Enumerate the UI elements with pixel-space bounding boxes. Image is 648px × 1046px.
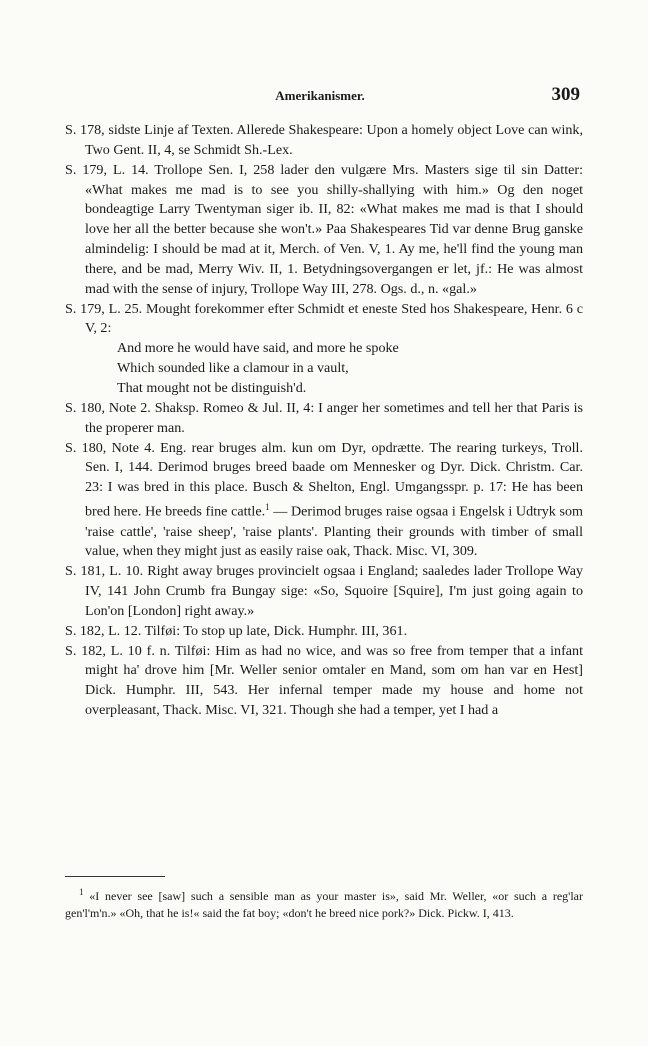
entry-s179-l14: S. 179, L. 14. Trollope Sen. I, 258 lader den vulgære Mrs. Masters sige til sin Datter: «What makes me mad is to see you shilly-shallying with him.» Og den noget bondeagtige Larry Twentyman siger ib. II, 82: «What makes me mad is that I should love her all the better because she won't.» Paa Shakespeares Tid var denne Brug ganske almindelig: I should be mad at it, Merch. of Ven. V, 1. Ay me, he'll find the young man there, and be mad, Merry Wiv. II, 1. Betydningsovergangen er let, jf.: He was almost mad with the sense of injury, Trollope Way III, 278. Ogs. d., n. «gal.»	[65, 161, 583, 297]
footnote-marker: 1	[79, 887, 84, 897]
running-title: Amerikanismer.	[275, 88, 365, 103]
entry-s182-l12: S. 182, L. 12. Tilføi: To stop up late, Dick. Humphr. III, 361.	[65, 622, 408, 639]
entry-s180-note2: S. 180, Note 2. Shaksp. Romeo & Jul. II, 4: I anger her sometimes and tell her that Paris is the properer man.	[65, 399, 583, 436]
footnote-divider	[65, 876, 165, 877]
footnote-ref: 1	[265, 502, 270, 513]
footnote	[65, 884, 583, 922]
entry-s179-l25: S. 179, L. 25. Mought forekommer efter Schmidt et eneste Sted hos Shakespeare, Henr. 6 c V, 2:	[65, 300, 583, 337]
entry-s180-note4	[65, 439, 583, 563]
page-number: 309	[551, 84, 580, 105]
footnote-text: «I never see [saw] such a sensible man as your master is», said Mr. Weller, «or such a reg'lar gen'l'm'n.» «Oh, that he is!« said the fat boy; «don't he breed nice pork?» Dick. Pickw. I, 413.	[65, 889, 583, 920]
entry-s182-l10fn: S. 182, L. 10 f. n. Tilføi: Him as had no wice, and was so free from temper that a infant might ha' drove him [Mr. Weller senior omtaler en Mand, som om han var en Hest] Dick. Humphr. III, 543. Her infernal temper made my house and home not overpleasant, Thack. Misc. VI, 321. Though she had a temper, yet I had a	[65, 642, 583, 719]
entry-s180-note4-cont: — Derimod bruges raise ogsaa i Engelsk i Udtryk som 'raise cattle', 'raise sheep', 'raise plants'. Planting their grounds with timber of small value, when they might just as easily raise oak, Thack. Misc. VI, 309.	[85, 503, 583, 560]
verse-line: And more he would have said, and more he spoke	[117, 340, 399, 357]
entry-s180-note4-text: S. 180, Note 4. Eng. rear bruges alm. kun om Dyr, opdrætte. The rearing turkeys, Troll. Sen. I, 144. Derimod bruges breed baade om Mennesker og Dyr. Dick. Christm. Car. 23: I was bred in this place. Busch & Shelton, Engl. Umgangsspr. p. 17: He has been bred here. He breeds fine cattle.	[65, 439, 583, 520]
verse-line: Which sounded like a clamour in a vault,	[117, 360, 349, 377]
verse-line: That mought not be distinguish'd.	[117, 379, 307, 396]
running-header	[60, 84, 580, 108]
entry-s178: S. 178, sidste Linje af Texten. Allerede Shakespeare: Upon a homely object Love can wink, Two Gent. II, 4, se Schmidt Sh.-Lex.	[65, 122, 583, 158]
verse-quote	[65, 339, 583, 399]
entry-s181-l10: S. 181, L. 10. Right away bruges provincielt ogsaa i England; saaledes lader Trollope Way IV, 141 John Crumb fra Bungay sige: «So, Squoire [Squire], I'm just going again to Lon'on [London] right away.»	[65, 563, 583, 619]
main-text	[65, 121, 583, 721]
